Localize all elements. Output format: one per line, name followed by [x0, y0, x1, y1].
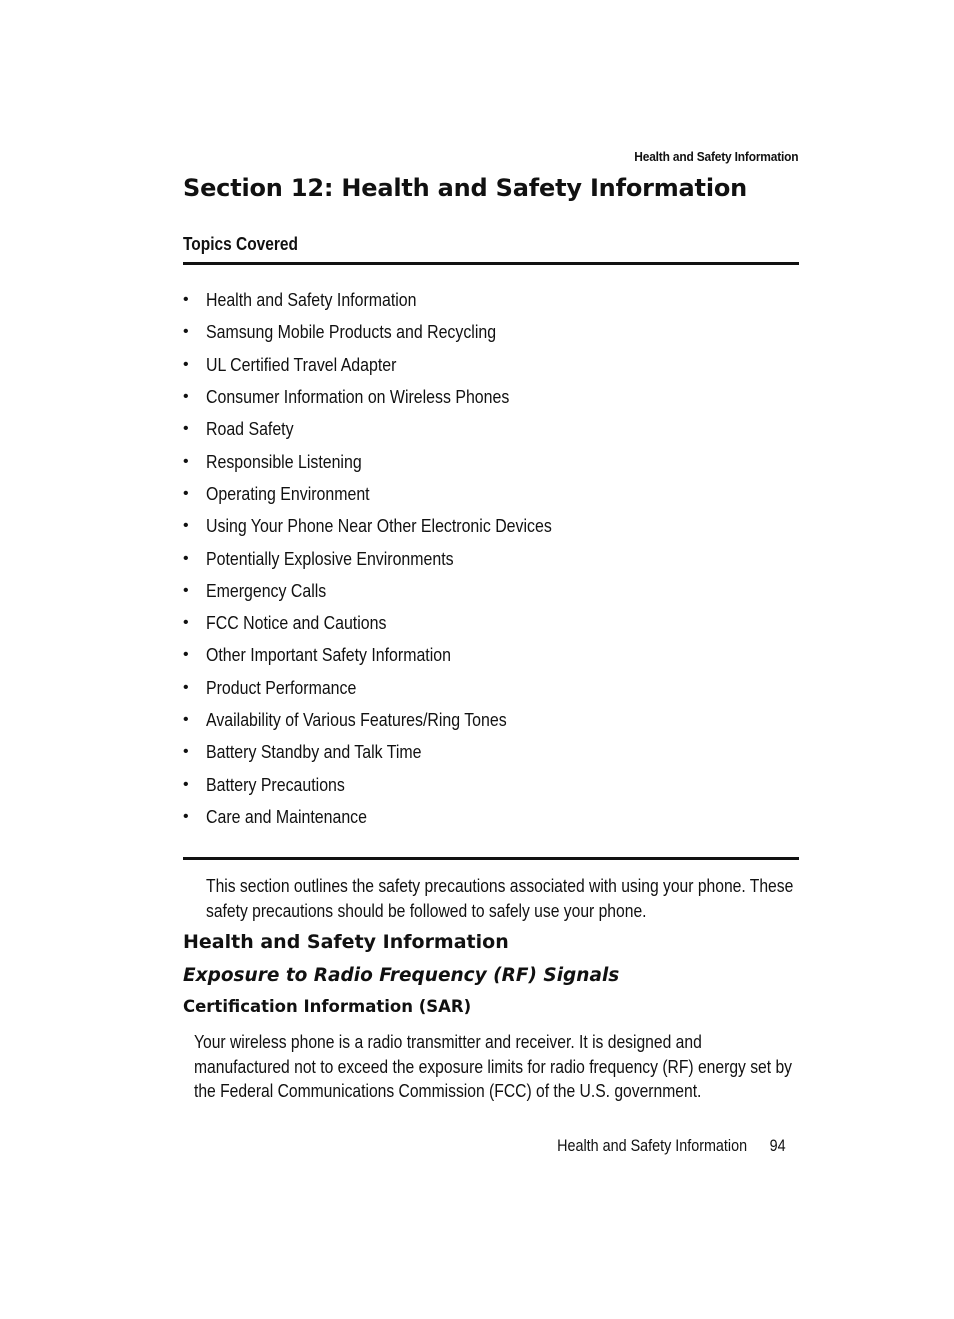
content-subsubheading: Certification Information (SAR)	[183, 997, 472, 1016]
topic-item	[183, 413, 608, 445]
topic-label: Emergency Calls	[206, 579, 327, 601]
bottom-divider	[183, 857, 799, 860]
bullet-icon: •	[183, 388, 189, 406]
topic-label: UL Certified Travel Adapter	[206, 353, 397, 375]
topic-label: Product Performance	[206, 676, 357, 698]
bullet-icon: •	[183, 452, 189, 470]
page-number: 94	[770, 1137, 786, 1155]
topic-item	[183, 801, 608, 833]
bullet-icon: •	[183, 743, 189, 761]
bullet-icon: •	[183, 517, 189, 535]
running-header: Health and Safety Information	[633, 149, 798, 164]
bullet-icon: •	[183, 646, 189, 664]
page-footer	[557, 1137, 786, 1156]
bullet-icon: •	[183, 549, 189, 567]
bullet-icon: •	[183, 678, 189, 696]
topic-label: Using Your Phone Near Other Electronic Devices	[206, 515, 552, 537]
topic-item	[183, 575, 608, 607]
topic-item	[183, 607, 608, 639]
topic-item	[183, 445, 608, 477]
topic-label: Responsible Listening	[206, 450, 362, 472]
topic-label: Operating Environment	[206, 482, 370, 504]
bullet-icon: •	[183, 775, 189, 793]
topic-item	[183, 768, 608, 800]
topic-label: Health and Safety Information	[206, 289, 417, 311]
topic-item	[183, 704, 608, 736]
bullet-icon: •	[183, 484, 189, 502]
topic-label: Consumer Information on Wireless Phones	[206, 386, 510, 408]
content-heading: Health and Safety Information	[183, 931, 509, 953]
bullet-icon: •	[183, 581, 189, 599]
topic-item	[183, 316, 608, 348]
topic-label: Care and Maintenance	[206, 805, 367, 827]
topic-item	[183, 542, 608, 574]
topic-item	[183, 284, 608, 316]
topics-list	[183, 284, 608, 833]
body-paragraph: Your wireless phone is a radio transmitter and receiver. It is designed and manufactured not to exceed the exposure limits for radio frequency (RF) energy set by the Federal Communications Commission (FCC) of the U.S. government.	[194, 1032, 792, 1101]
topic-item	[183, 349, 608, 381]
bullet-icon: •	[183, 807, 189, 825]
top-divider	[183, 262, 799, 265]
footer-label: Health and Safety Information	[557, 1137, 748, 1155]
topics-heading: Topics Covered	[183, 234, 298, 254]
topic-item	[183, 381, 608, 413]
bullet-icon: •	[183, 711, 189, 728]
bullet-icon: •	[183, 614, 189, 632]
topic-label: Samsung Mobile Products and Recycling	[206, 321, 497, 343]
topic-label: Other Important Safety Information	[206, 644, 451, 666]
topic-label: Battery Precautions	[206, 773, 345, 795]
topic-label: Potentially Explosive Environments	[206, 547, 454, 569]
topic-label: FCC Notice and Cautions	[206, 612, 387, 634]
topic-item	[183, 478, 608, 510]
bullet-icon: •	[183, 323, 189, 341]
bullet-icon: •	[183, 355, 189, 373]
topic-item	[183, 639, 608, 671]
section-title: Section 12: Health and Safety Information	[183, 174, 748, 202]
topic-item	[183, 736, 608, 768]
topic-label: Battery Standby and Talk Time	[206, 741, 422, 763]
bullet-icon: •	[183, 291, 189, 309]
topic-label: Road Safety	[206, 418, 294, 440]
topic-item	[183, 510, 608, 542]
topic-item	[183, 672, 608, 704]
section-intro: This section outlines the safety precautions associated with using your phone. These safety precautions should be followed to safely use your phone.	[206, 876, 794, 921]
bullet-icon: •	[183, 420, 189, 438]
topic-label: Availability of Various Features/Ring Tones	[206, 709, 507, 730]
content-subheading: Exposure to Radio Frequency (RF) Signals	[183, 965, 620, 986]
